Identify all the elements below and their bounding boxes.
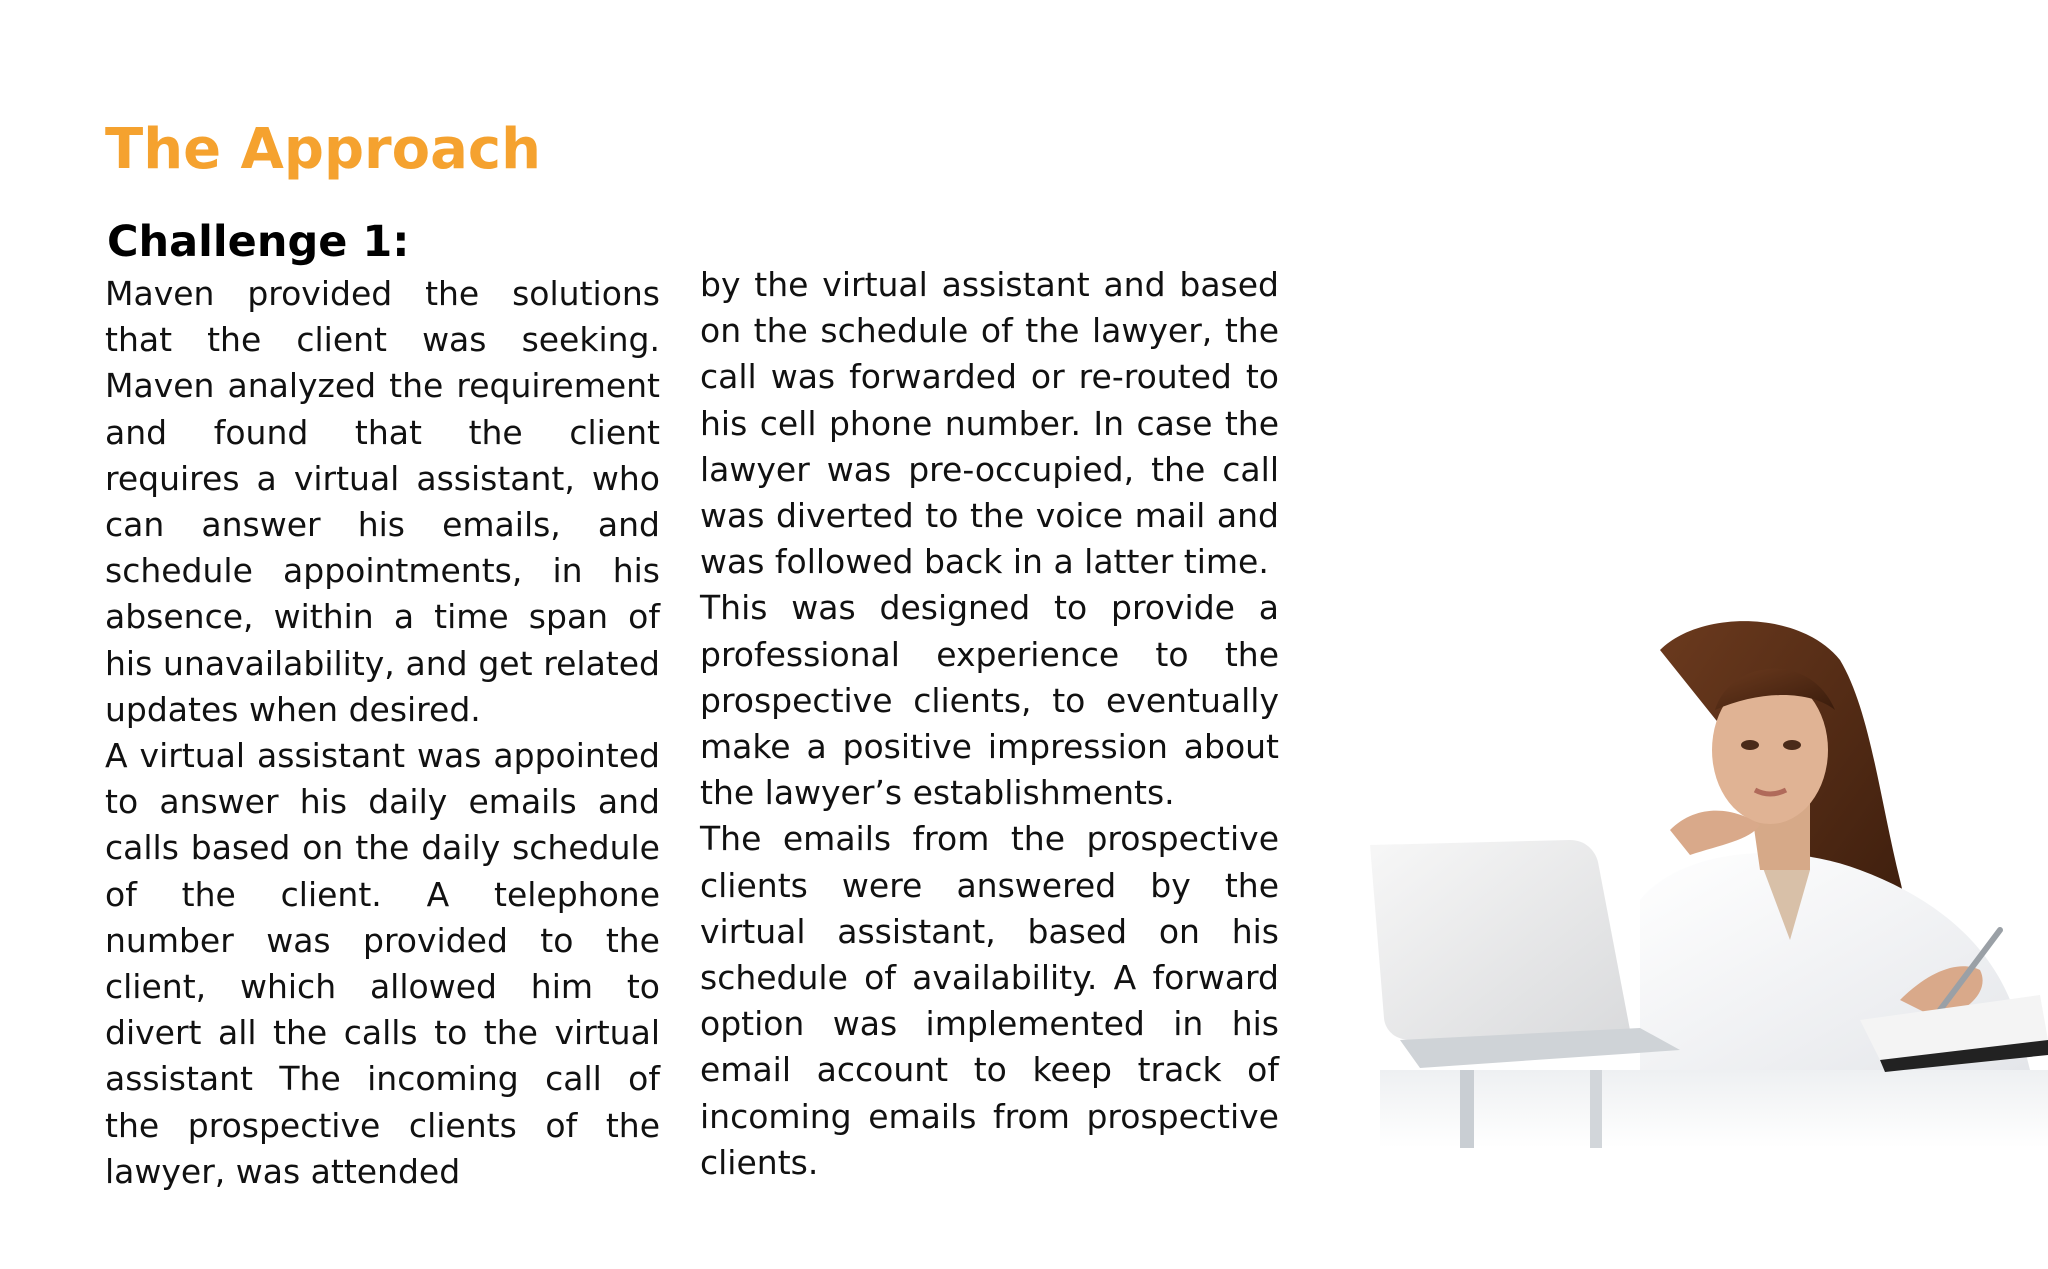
- woman-at-laptop-photo: [1340, 600, 2048, 1160]
- paragraph: A virtual assistant was appointed to answer his daily emails and calls based on the daily schedule of the client. A telephone number was provided to the client, which allowed him to divert all the calls to the virtual assistant The incoming call of the prospective clients of the lawyer, was attended: [105, 736, 660, 1191]
- paragraph: Maven provided the solutions that the client was seeking. Maven analyzed the requirement and found that the client requires a virtual assistant, who can answer his emails, and schedule appointments, in his absence, within a time span of his unavailability, and get related updates when desired.: [105, 274, 660, 729]
- paragraph: by the virtual assistant and based on the schedule of the lawyer, the call was forwarded or re-routed to his cell phone number. In case the lawyer was pre-occupied, the call was diverted to the voice mail and was followed back in a latter time.: [700, 265, 1279, 582]
- section-heading: Challenge 1:: [107, 217, 410, 267]
- page-title: The Approach: [105, 117, 541, 182]
- left-text-column: [105, 271, 660, 1195]
- paragraph: The emails from the prospective clients were answered by the virtual assistant, based on his schedule of availability. A forward option was implemented in his email account to keep track of incoming emails from prospective clients.: [700, 819, 1279, 1182]
- paragraph: This was designed to provide a professional experience to the prospective clients, to eventually make a positive impression about the lawyer’s establishments.: [700, 588, 1279, 813]
- right-text-column: [700, 262, 1279, 1186]
